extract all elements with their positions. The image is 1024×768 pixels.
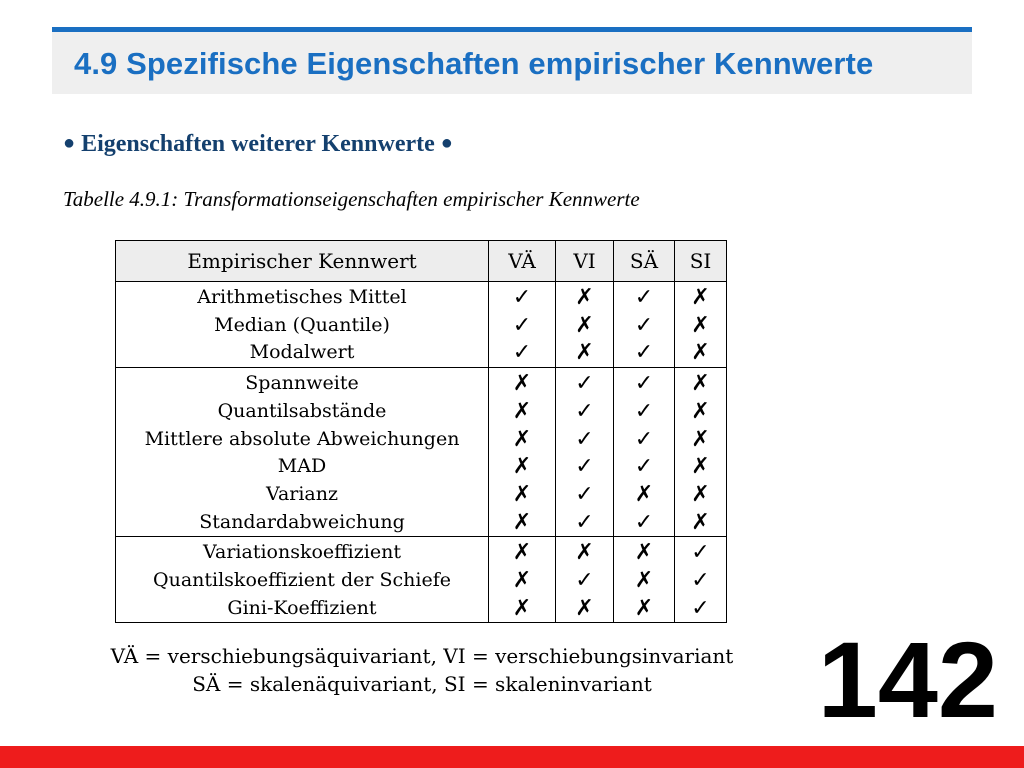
title-bar — [52, 27, 972, 94]
table-row — [116, 537, 727, 567]
check-icon: ✓ — [556, 567, 614, 595]
kennwert-name: Spannweite — [116, 368, 489, 398]
subheading-text: Eigenschaften weiterer Kennwerte — [81, 131, 435, 157]
cross-icon: ✗ — [675, 453, 727, 481]
table-row — [116, 567, 727, 595]
kennwert-name: Median (Quantile) — [116, 312, 489, 340]
cross-icon: ✗ — [614, 481, 675, 509]
page-number: 142 — [817, 619, 998, 740]
check-icon: ✓ — [489, 312, 556, 340]
check-icon: ✓ — [489, 282, 556, 312]
legend-line: VÄ = verschiebungsäquivariant, VI = verschiebungsinvariant — [110, 644, 734, 668]
footer-bar — [0, 746, 1024, 768]
table-caption: Tabelle 4.9.1: Transformationseigenschaften empirischer Kennwerte — [63, 187, 640, 211]
bullet-icon: ● — [63, 132, 76, 154]
check-icon: ✓ — [614, 426, 675, 454]
column-header: SÄ — [614, 241, 675, 282]
table-row — [116, 509, 727, 537]
check-icon: ✓ — [614, 339, 675, 367]
check-icon: ✓ — [556, 481, 614, 509]
kennwert-name: MAD — [116, 453, 489, 481]
check-icon: ✓ — [556, 426, 614, 454]
table-row — [116, 339, 727, 367]
check-icon: ✓ — [556, 453, 614, 481]
check-icon: ✓ — [675, 567, 727, 595]
cross-icon: ✗ — [675, 481, 727, 509]
check-icon: ✓ — [675, 595, 727, 623]
check-icon: ✓ — [614, 453, 675, 481]
cross-icon: ✗ — [675, 339, 727, 367]
column-header: VÄ — [489, 241, 556, 282]
cross-icon: ✗ — [614, 567, 675, 595]
check-icon: ✓ — [614, 312, 675, 340]
cross-icon: ✗ — [675, 282, 727, 312]
kennwert-name: Quantilskoeffizient der Schiefe — [116, 567, 489, 595]
table-row — [116, 453, 727, 481]
check-icon: ✓ — [614, 398, 675, 426]
table-row — [116, 398, 727, 426]
column-header: Empirischer Kennwert — [116, 241, 489, 282]
subheading — [63, 131, 453, 158]
legend — [96, 642, 748, 698]
cross-icon: ✗ — [489, 453, 556, 481]
cross-icon: ✗ — [489, 567, 556, 595]
kennwert-name: Variationskoeffizient — [116, 537, 489, 567]
table-row — [116, 312, 727, 340]
kennwert-name: Varianz — [116, 481, 489, 509]
table-row — [116, 282, 727, 312]
kennwert-name: Gini-Koeffizient — [116, 595, 489, 623]
cross-icon: ✗ — [556, 282, 614, 312]
table-row — [116, 368, 727, 398]
kennwert-name: Mittlere absolute Abweichungen — [116, 426, 489, 454]
slide-title: 4.9 Spezifische Eigenschaften empirischer Kennwerte — [74, 46, 874, 81]
check-icon: ✓ — [614, 282, 675, 312]
table-body — [116, 282, 727, 623]
table-row — [116, 426, 727, 454]
cross-icon: ✗ — [489, 537, 556, 567]
table-row — [116, 595, 727, 623]
check-icon: ✓ — [614, 509, 675, 537]
check-icon: ✓ — [556, 398, 614, 426]
kennwert-name: Quantilsabstände — [116, 398, 489, 426]
cross-icon: ✗ — [489, 398, 556, 426]
column-header: VI — [556, 241, 614, 282]
kennwert-name: Standardabweichung — [116, 509, 489, 537]
check-icon: ✓ — [556, 368, 614, 398]
check-icon: ✓ — [614, 368, 675, 398]
kennwert-name: Arithmetisches Mittel — [116, 282, 489, 312]
check-icon: ✓ — [675, 537, 727, 567]
cross-icon: ✗ — [556, 339, 614, 367]
cross-icon: ✗ — [675, 426, 727, 454]
kennwert-name: Modalwert — [116, 339, 489, 367]
cross-icon: ✗ — [675, 509, 727, 537]
cross-icon: ✗ — [556, 312, 614, 340]
cross-icon: ✗ — [556, 537, 614, 567]
cross-icon: ✗ — [675, 368, 727, 398]
cross-icon: ✗ — [489, 368, 556, 398]
check-icon: ✓ — [489, 339, 556, 367]
cross-icon: ✗ — [614, 537, 675, 567]
legend-line: SÄ = skalenäquivariant, SI = skaleninvariant — [192, 672, 652, 696]
cross-icon: ✗ — [614, 595, 675, 623]
cross-icon: ✗ — [489, 481, 556, 509]
table-row — [116, 481, 727, 509]
cross-icon: ✗ — [489, 509, 556, 537]
cross-icon: ✗ — [489, 426, 556, 454]
properties-table — [115, 240, 727, 623]
check-icon: ✓ — [556, 509, 614, 537]
cross-icon: ✗ — [675, 398, 727, 426]
cross-icon: ✗ — [556, 595, 614, 623]
column-header: SI — [675, 241, 727, 282]
cross-icon: ✗ — [675, 312, 727, 340]
cross-icon: ✗ — [489, 595, 556, 623]
table-header-row — [116, 241, 727, 282]
bullet-icon: ● — [440, 132, 453, 154]
